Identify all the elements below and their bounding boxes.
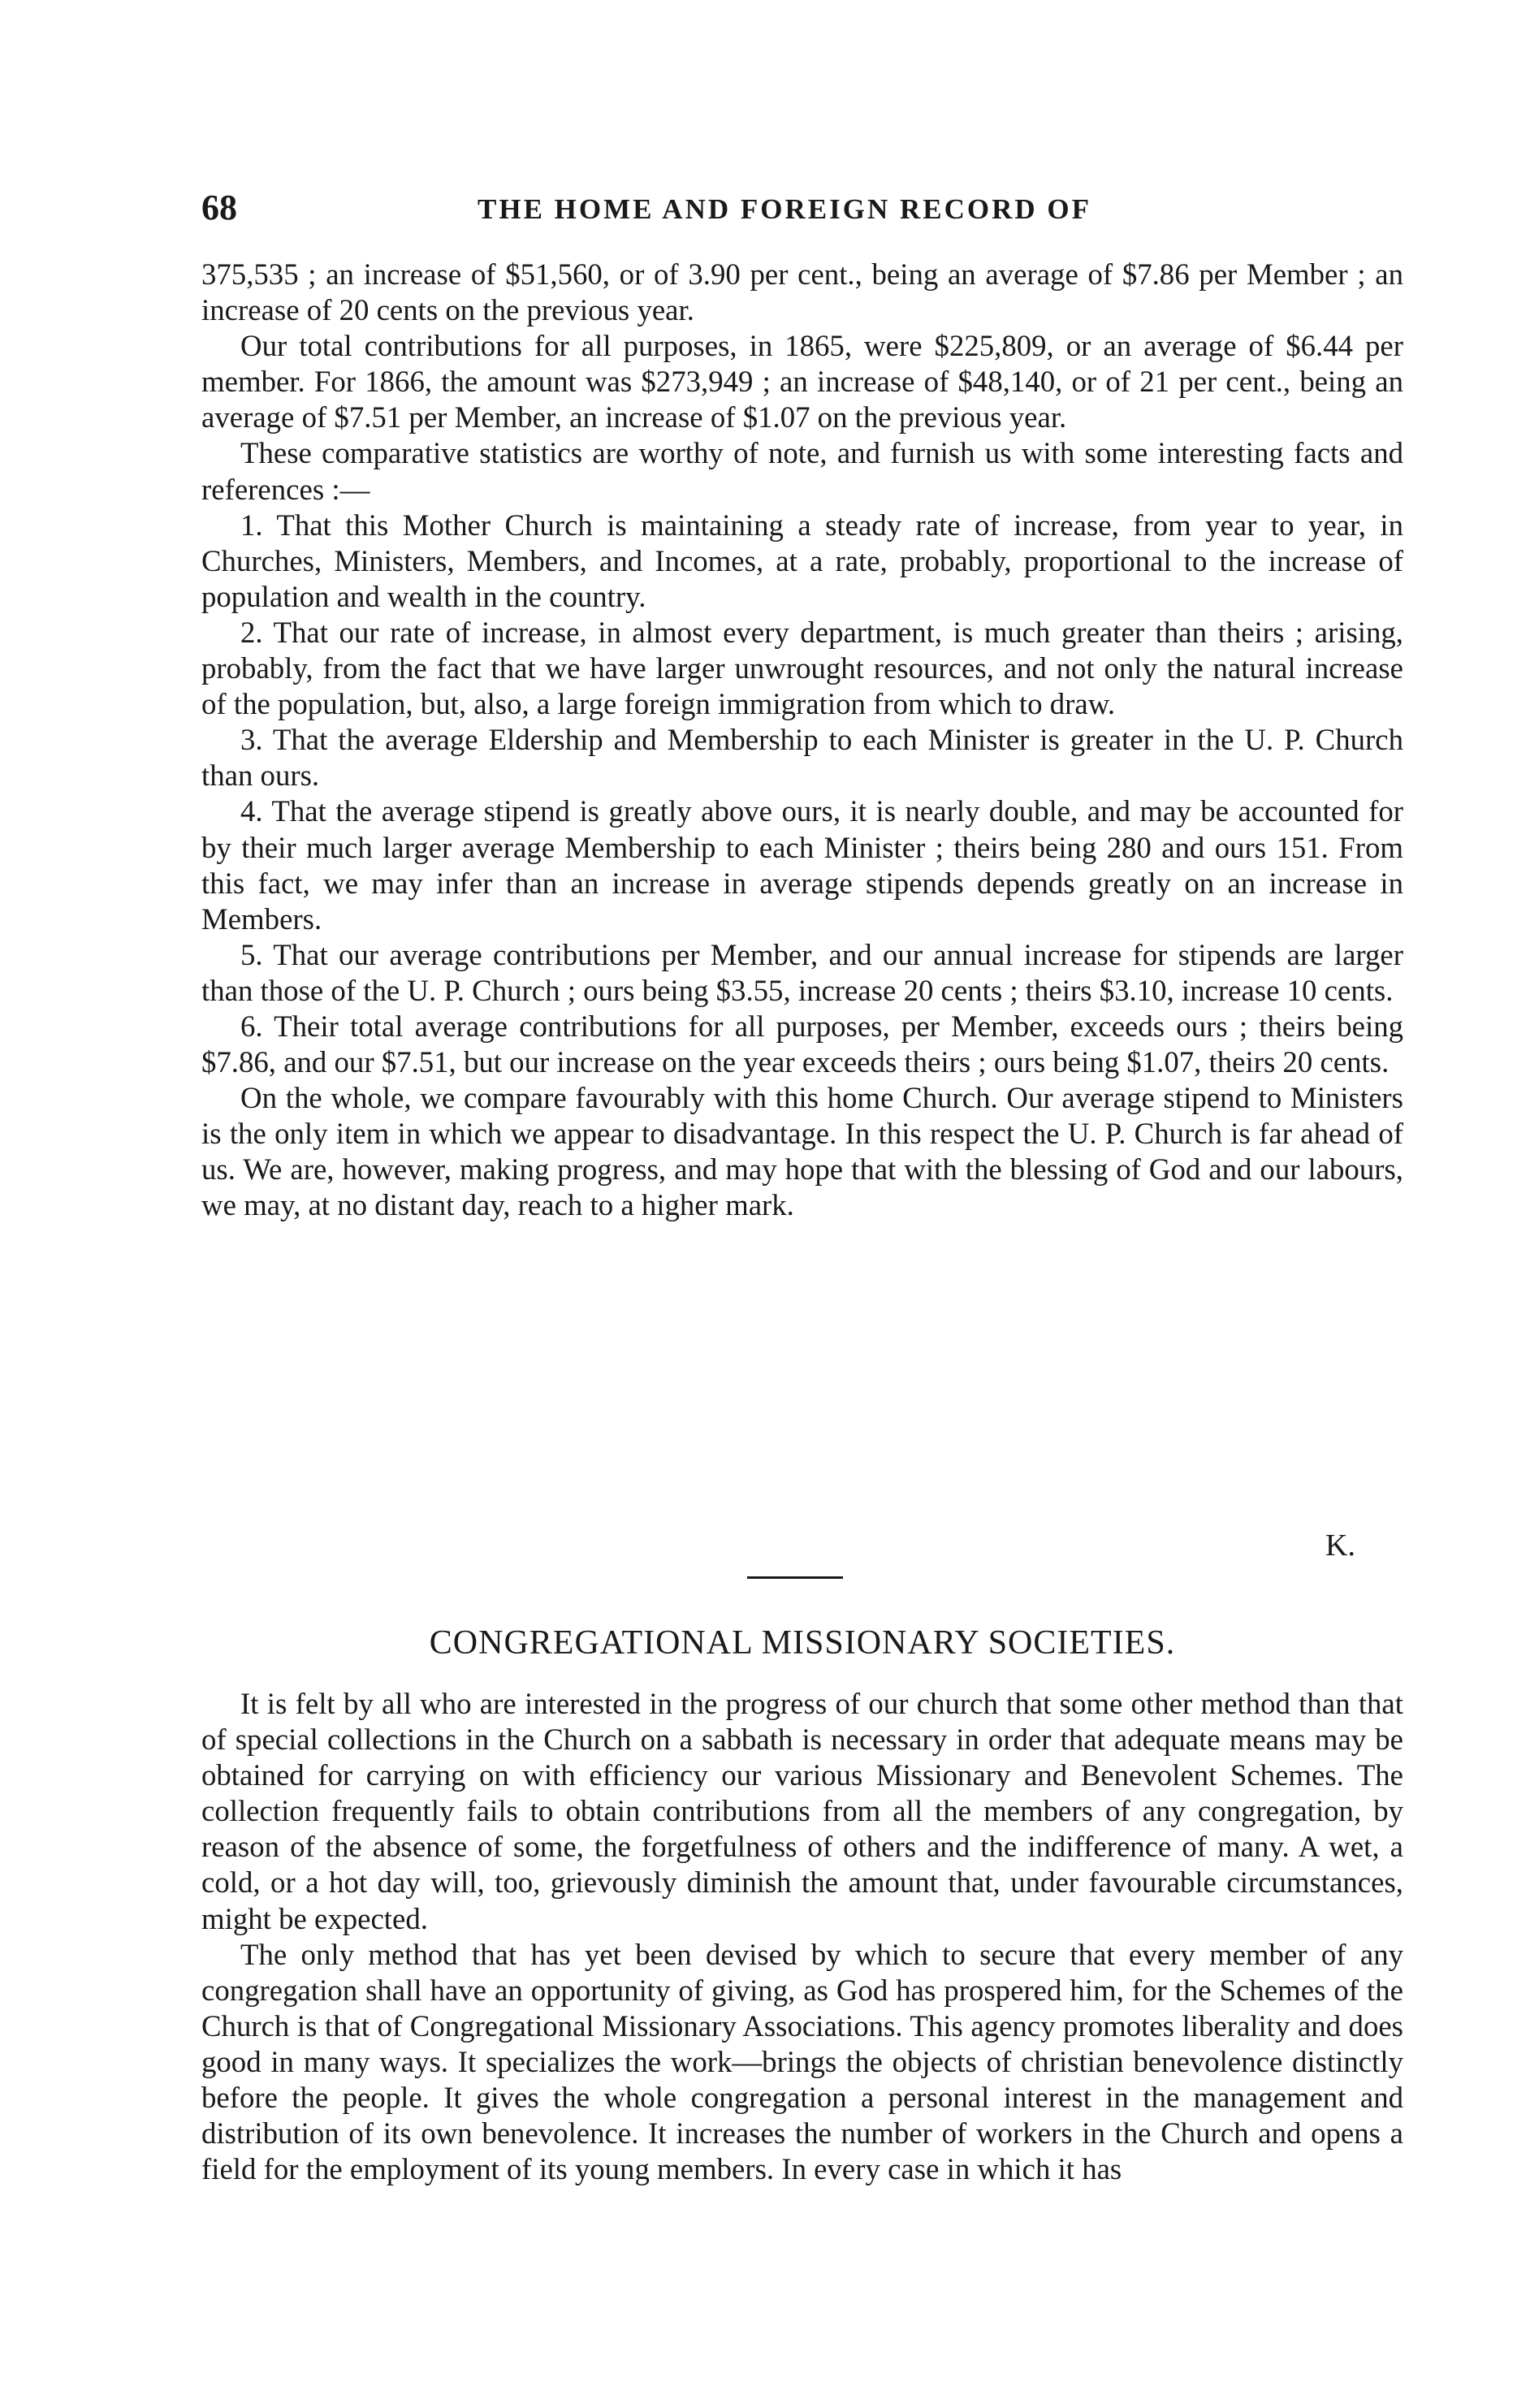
paragraph: 375,535 ; an increase of $51,560, or of 3.90 per cent., being an average of $7.86 per Member ; an increase of 20 cents on the previous year.	[201, 257, 1403, 327]
paragraph: The only method that has yet been devised by which to secure that every member of any congregation shall have an opportunity of giving, as God has prospered him, for the Schemes of the Church is that of Congregational Missionary Associations. This agency promotes liberality and does good in many ways. It specializes the work—brings the objects of christian benevolence distinctly before the people. It gives the whole congregation a personal interest in the management and distribution of its own benevolence. It increases the number of workers in the Church and opens a field for the employment of its young members. In every case in which it has	[201, 1937, 1403, 2186]
paragraph: 6. Their total average contributions for all purposes, per Member, exceeds ours ; theirs being $7.86, and our $7.51, but our increase on the year exceeds theirs ; ours being $1.07, theirs 20 cents.	[201, 1009, 1403, 1079]
paragraph: Our total contributions for all purposes, in 1865, were $225,809, or an average of $6.44 per member. For 1866, the amount was $273,949 ; an increase of $48,140, or of 21 per cent., being an average of $7.51 per Member, an increase of $1.07 on the previous year.	[201, 329, 1403, 434]
article-statistics-text	[201, 257, 1403, 1224]
author-signature: K.	[1325, 1528, 1355, 1563]
paragraph: 1. That this Mother Church is maintaining a steady rate of increase, from year to year, in Churches, Ministers, Members, and Incomes, at a rate, probably, proportional to the increase of population and wealth in the country.	[201, 508, 1403, 613]
page-number: 68	[201, 188, 237, 227]
section-divider	[747, 1576, 843, 1579]
paragraph: These comparative statistics are worthy of note, and furnish us with some interesting facts and references :—	[201, 436, 1403, 506]
section-title: CONGREGATIONAL MISSIONARY SOCIETIES.	[429, 1624, 1176, 1662]
paragraph: 5. That our average contributions per Member, and our annual increase for stipends are larger than those of the U. P. Church ; ours being $3.55, increase 20 cents ; theirs $3.10, increase 10 cents.	[201, 937, 1403, 1007]
paragraph: 3. That the average Eldership and Membership to each Minister is greater in the U. P. Church than ours.	[201, 723, 1403, 793]
paragraph: 4. That the average stipend is greatly above ours, it is nearly double, and may be accounted for by their much larger average Membership to each Minister ; theirs being 280 and ours 151. From this fact, we may infer than an increase in average stipends depends greatly on an increase in Members.	[201, 794, 1403, 936]
paragraph: 2. That our rate of increase, in almost every department, is much greater than theirs ; arising, probably, from the fact that we have larger unwrought resources, and not only the natural increase of the population, but, also, a large foreign immigration from which to draw.	[201, 615, 1403, 721]
paragraph: It is felt by all who are interested in the progress of our church that some other method than that of special collections in the Church on a sabbath is necessary in order that adequate means may be obtained for carrying on with efficiency our various Missionary and Benevolent Schemes. The collection frequently fails to obtain contributions from all the members of any congregation, by reason of the absence of some, the forgetfulness of others and the indifference of many. A wet, a cold, or a hot day will, too, grievously diminish the amount that, under favourable circumstances, might be expected.	[201, 1687, 1403, 1935]
page-header	[201, 184, 1403, 232]
paragraph: On the whole, we compare favourably with this home Church. Our average stipend to Ministers is the only item in which we appear to disadvantage. In this respect the U. P. Church is far ahead of us. We are, however, making progress, and may hope that with the blessing of God and our labours, we may, at no distant day, reach to a higher mark.	[201, 1081, 1403, 1222]
running-title: THE HOME AND FOREIGN RECORD OF	[478, 193, 1092, 225]
article-missionary-text	[201, 1686, 1403, 2187]
